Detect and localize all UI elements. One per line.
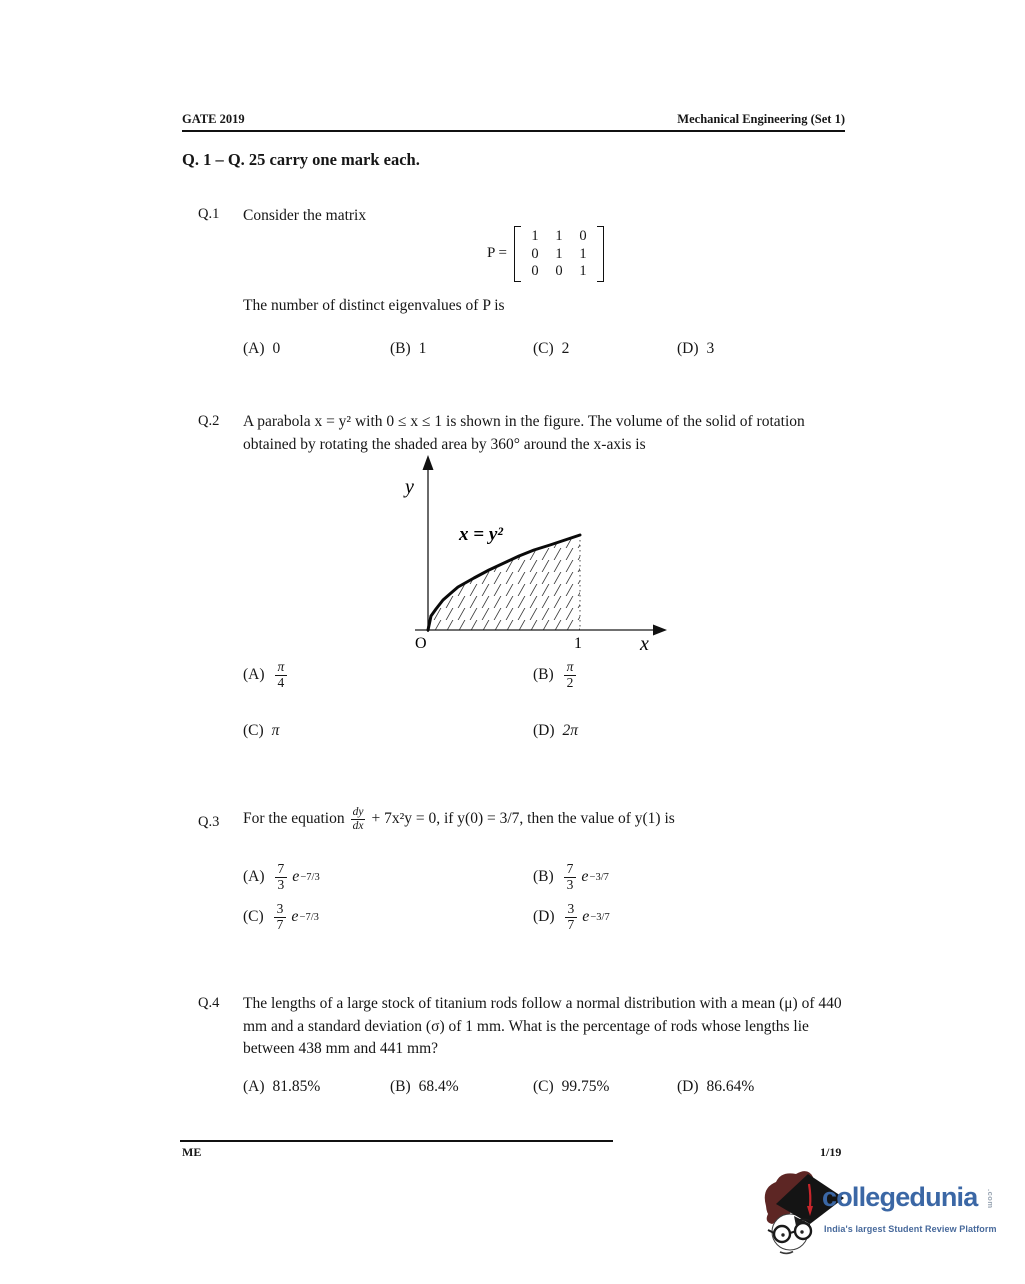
q1-option-a: (A) 0 (243, 340, 281, 357)
header-right: Mechanical Engineering (Set 1) (677, 112, 845, 126)
page-number: 1/19 (820, 1145, 842, 1159)
option-value: 99.75% (561, 1078, 610, 1095)
x-tick-label: 1 (574, 635, 582, 652)
option-value: 1 (418, 340, 427, 357)
q3-option-a: (A) $\frac{7}{3}$ e −7/3 (243, 861, 320, 892)
collegedunia-logo (756, 1164, 1024, 1262)
option-value: 81.85% (272, 1078, 321, 1095)
q1-option-d: (D) 3 (677, 340, 715, 357)
q2-options-row1 (243, 660, 743, 691)
q2-option-d: (D) 2π (533, 722, 579, 739)
e-base: e (291, 908, 299, 926)
dy-dx-fraction: $\frac{dy}{dx}$ (352, 806, 364, 832)
q2-text: A parabola x = y² with 0 ≤ x ≤ 1 is shown in the figure. The volume of the solid of rotation obtained by rotating the shaded area by 360° around the x-axis is (243, 413, 805, 453)
section-title: Q. 1 – Q. 25 carry one mark each. (182, 150, 420, 169)
parabola-figure (395, 452, 675, 657)
q4-option-b: (B) 68.4% (390, 1078, 459, 1095)
exponent: −7/3 (299, 911, 319, 923)
q4-options (243, 1078, 843, 1096)
q2-option-c: (C) π (243, 722, 280, 739)
q1-number: Q.1 (198, 206, 220, 222)
matrix-cell: 0 (579, 228, 587, 244)
fraction: $\frac{\pi}{2}$ (564, 660, 577, 691)
exponent: −3/7 (589, 871, 609, 883)
q3-option-d: (D) $\frac{3}{7}$ e −3/7 (533, 901, 610, 932)
exponent: −7/3 (300, 871, 320, 883)
y-axis-arrow (423, 455, 434, 470)
header-left: GATE 2019 (182, 112, 245, 126)
footer-left: ME (182, 1145, 202, 1159)
curve-label: x = y² (459, 524, 503, 545)
q1-option-b: (B) 1 (390, 340, 427, 357)
q1-text: Consider the matrix (243, 207, 367, 224)
x-axis-label: x (640, 633, 649, 655)
y-axis-label: y (405, 476, 414, 498)
fraction: $\frac{\pi}{4}$ (275, 660, 288, 691)
q4-option-d: (D) 86.64% (677, 1078, 755, 1095)
q3-options-row1 (243, 862, 743, 893)
option-value: 68.4% (418, 1078, 459, 1095)
option-value: 0 (272, 340, 281, 357)
q1-options (243, 340, 843, 358)
q3-text-pre: For the equation (243, 810, 345, 828)
option-value: π (271, 722, 280, 739)
footer-rule (180, 1140, 613, 1142)
q1-matrix (487, 226, 604, 282)
e-base: e (581, 868, 589, 886)
matrix-cell: 0 (531, 245, 539, 262)
q2-option-a: (A) $\frac{\pi}{4}$ (243, 660, 533, 691)
option-value: 86.64% (706, 1078, 755, 1095)
q3-number: Q.3 (198, 814, 220, 830)
matrix-cell: 1 (579, 245, 587, 262)
fraction: $\frac{3}{7}$ (274, 902, 287, 933)
x-axis-arrow (653, 625, 667, 636)
q4-option-a: (A) 81.85% (243, 1078, 321, 1095)
q1-text2: The number of distinct eigenvalues of P is (243, 297, 505, 314)
brand-tld: .com (986, 1189, 995, 1209)
origin-label: O (415, 635, 427, 652)
q2-options-row2 (243, 722, 743, 740)
q3-text (243, 806, 675, 832)
fraction: $\frac{3}{7}$ (565, 902, 578, 933)
brand-text: collegedunia (822, 1182, 978, 1212)
q3-option-b: (B) $\frac{7}{3}$ e −3/7 (533, 861, 609, 892)
option-value: 2 (561, 340, 570, 357)
matrix-cell: 0 (555, 263, 563, 279)
matrix-bracket-right (597, 226, 604, 282)
e-base: e (292, 868, 300, 886)
matrix-cell: 0 (531, 263, 539, 279)
exponent: −3/7 (590, 911, 610, 923)
q2-number: Q.2 (198, 413, 220, 429)
q3-options-row2 (243, 902, 743, 933)
fraction: $\frac{7}{3}$ (564, 862, 577, 893)
page-header (182, 112, 845, 132)
matrix (514, 226, 604, 282)
matrix-body (521, 226, 597, 282)
q1-option-c: (C) 2 (533, 340, 570, 357)
fraction: $\frac{7}{3}$ (275, 862, 288, 893)
matrix-lhs: P = (487, 245, 507, 262)
shaded-area (428, 535, 580, 630)
q4-number: Q.4 (198, 995, 220, 1011)
option-value: 3 (706, 340, 715, 357)
matrix-cell: 1 (579, 263, 587, 279)
q4-option-c: (C) 99.75% (533, 1078, 610, 1095)
matrix-cell: 1 (555, 245, 563, 262)
q2-option-b: (B) $\frac{\pi}{2}$ (533, 660, 743, 691)
q3-option-c: (C) $\frac{3}{7}$ e −7/3 (243, 901, 319, 932)
q3-text-post: + 7x²y = 0, if y(0) = 3/7, then the value of y(1) is (371, 810, 675, 828)
matrix-bracket-left (514, 226, 521, 282)
matrix-cell: 1 (531, 228, 539, 244)
q4-text: The lengths of a large stock of titanium rods follow a normal distribution with a mean (μ) of 440 mm and a standard deviation (σ) of 1 mm. What is the percentage of rods whose lengths lie between 438 mm and 441 mm? (243, 995, 842, 1057)
matrix-cell: 1 (555, 228, 563, 244)
brand-tagline: India's largest Student Review Platform (824, 1224, 997, 1234)
option-value: 2π (562, 722, 579, 739)
e-base: e (582, 908, 590, 926)
